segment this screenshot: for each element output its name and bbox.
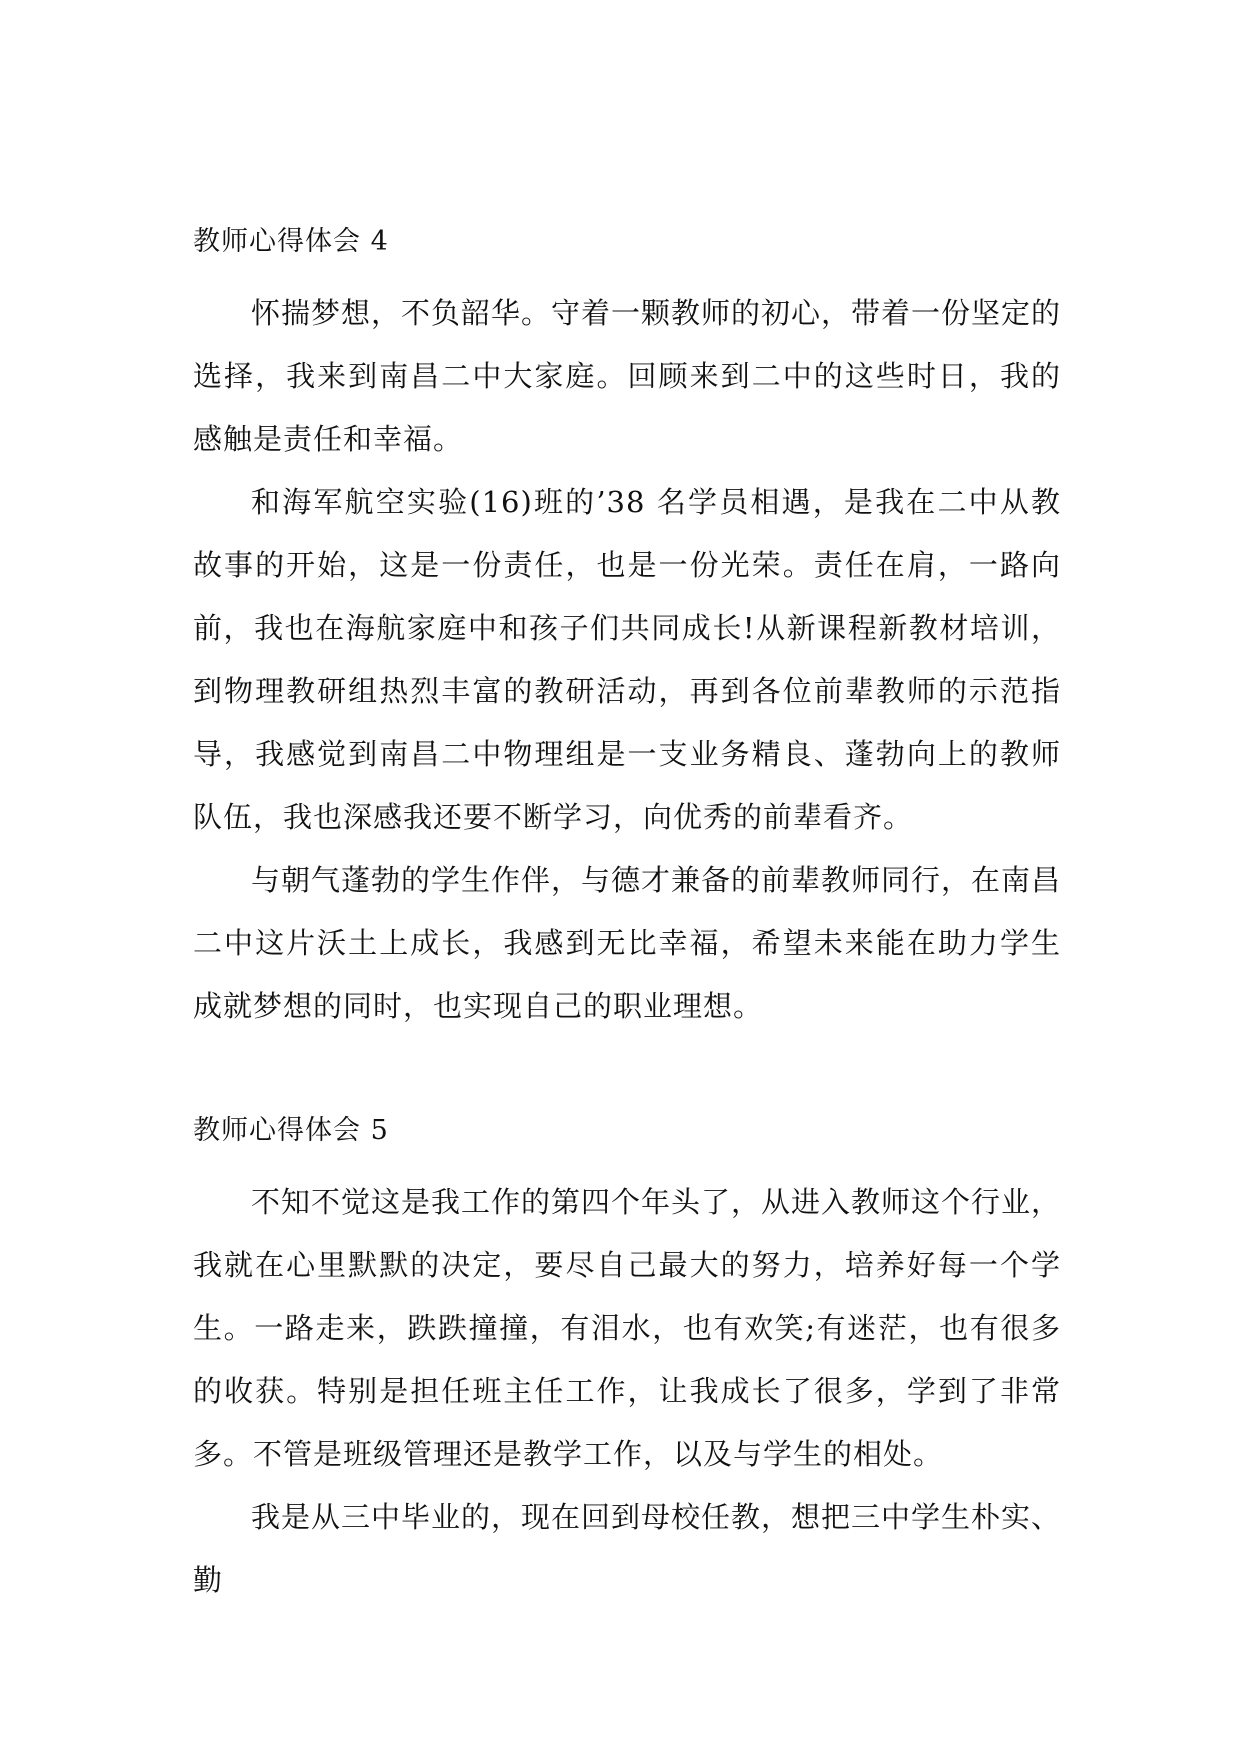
paragraph: 怀揣梦想，不负韶华。守着一颗教师的初心，带着一份坚定的选择，我来到南昌二中大家庭。回顾来到二中的这些时日，我的感触是责任和幸福。 [193,296,1062,456]
document-page [193,227,1061,1612]
paragraph: 和海军航空实验(16)班的’38 名学员相遇，是我在二中从教故事的开始，这是一份责任，也是一份光荣。责任在肩，一路向前，我也在海航家庭中和孩子们共同成长!从新课程新教材培训，到物理教研组热烈丰富的教研活动，再到各位前辈教师的示范指导，我感觉到南昌二中物理组是一支业务精良、蓬勃向上的教师队伍，我也深感我还要不断学习，向优秀的前辈看齐。 [193,485,1061,834]
paragraph: 我是从三中毕业的，现在回到母校任教，想把三中学生朴实、勤 [193,1500,1062,1597]
paragraph: 不知不觉这是我工作的第四个年头了，从进入教师这个行业，我就在心里默默的决定，要尽自己最大的努力，培养好每一个学生。一路走来，跌跌撞撞，有泪水，也有欢笑;有迷茫，也有很多的收获。特别是担任班主任工作，让我成长了很多，学到了非常多。不管是班级管理还是教学工作，以及与学生的相处。 [193,1185,1062,1471]
section-4 [193,227,1061,1038]
section-5 [193,1116,1061,1612]
paragraph: 与朝气蓬勃的学生作伴，与德才兼备的前辈教师同行，在南昌二中这片沃土上成长，我感到无比幸福，希望未来能在助力学生成就梦想的同时，也实现自己的职业理想。 [193,863,1062,1023]
section-title: 教师心得体会 5 [193,1115,389,1146]
section-title: 教师心得体会 4 [193,226,389,257]
